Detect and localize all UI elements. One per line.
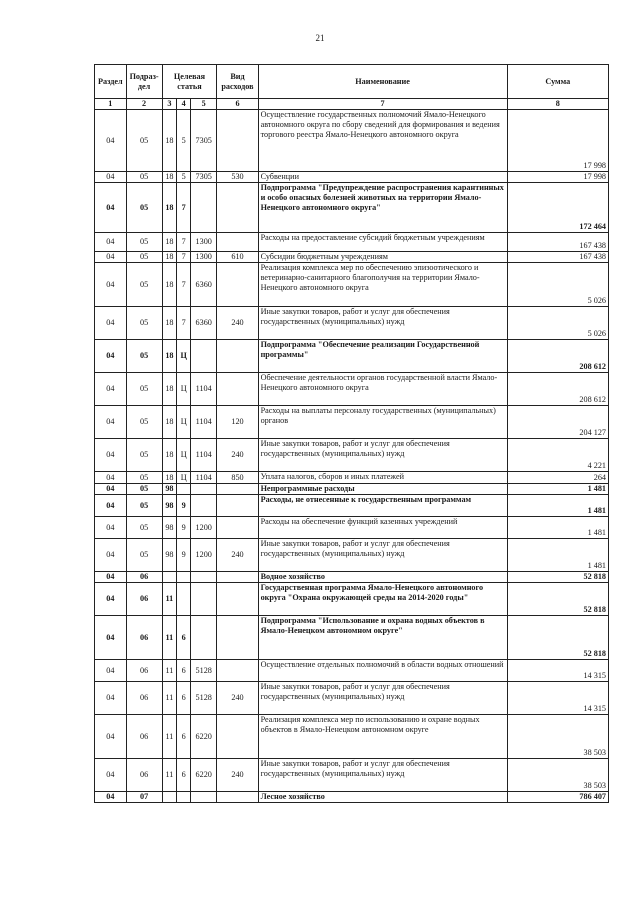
cell-target-c: [191, 572, 217, 583]
cell-target-a: 18: [162, 307, 177, 340]
cell-target-b: Ц: [177, 373, 191, 406]
cell-target-a: 18: [162, 233, 177, 252]
cell-target-b: 6: [177, 759, 191, 792]
cell-podrazdel: 05: [126, 172, 162, 183]
cell-target-c: 1300: [191, 233, 217, 252]
cell-podrazdel: 06: [126, 572, 162, 583]
cell-razdel: 04: [95, 484, 127, 495]
cell-name: Осуществление отдельных полномочий в области водных отношений: [258, 660, 507, 682]
cell-sum: 17 998: [507, 110, 608, 172]
cell-target-b: 5: [177, 110, 191, 172]
cell-name: Обеспечение деятельности органов государственной власти Ямало-Ненецкого автономного округа: [258, 373, 507, 406]
cell-sum: 17 998: [507, 172, 608, 183]
cell-name: Иные закупки товаров, работ и услуг для обеспечения государственных (муниципальных) нужд: [258, 759, 507, 792]
cell-razdel: 04: [95, 792, 127, 803]
cell-name: Иные закупки товаров, работ и услуг для обеспечения государственных (муниципальных) нужд: [258, 307, 507, 340]
cell-name: Подпрограмма "Использование и охрана водных объектов в Ямало-Ненецком автономном округе": [258, 616, 507, 660]
cell-vid: [217, 572, 258, 583]
cell-vid: 530: [217, 172, 258, 183]
column-number: 6: [217, 99, 258, 110]
table-row: [95, 572, 609, 583]
cell-target-b: [177, 484, 191, 495]
cell-razdel: 04: [95, 539, 127, 572]
cell-target-a: 18: [162, 183, 177, 233]
cell-target-c: 1300: [191, 252, 217, 263]
cell-vid: [217, 495, 258, 517]
header-tselevaya: Целевая статья: [162, 65, 217, 99]
cell-razdel: 04: [95, 572, 127, 583]
column-number: 8: [507, 99, 608, 110]
cell-podrazdel: 05: [126, 517, 162, 539]
cell-podrazdel: 06: [126, 660, 162, 682]
cell-target-a: 18: [162, 110, 177, 172]
cell-razdel: 04: [95, 307, 127, 340]
cell-name: Непрограммные расходы: [258, 484, 507, 495]
cell-vid: [217, 715, 258, 759]
cell-name: Расходы на предоставление субсидий бюджетным учреждениям: [258, 233, 507, 252]
cell-sum: 1 481: [507, 539, 608, 572]
cell-razdel: 04: [95, 406, 127, 439]
cell-razdel: 04: [95, 340, 127, 373]
table-row: [95, 583, 609, 616]
cell-target-a: 11: [162, 616, 177, 660]
cell-target-b: 7: [177, 263, 191, 307]
cell-target-c: 1104: [191, 439, 217, 472]
cell-sum: 38 503: [507, 715, 608, 759]
cell-vid: [217, 110, 258, 172]
cell-sum: 167 438: [507, 233, 608, 252]
cell-target-c: [191, 484, 217, 495]
cell-podrazdel: 05: [126, 373, 162, 406]
cell-target-a: 11: [162, 715, 177, 759]
table-row: [95, 172, 609, 183]
table-row: [95, 110, 609, 172]
table-row: [95, 233, 609, 252]
cell-podrazdel: 05: [126, 263, 162, 307]
cell-target-b: [177, 792, 191, 803]
column-number: 3: [162, 99, 177, 110]
cell-podrazdel: 05: [126, 110, 162, 172]
cell-name: Уплата налогов, сборов и иных платежей: [258, 472, 507, 484]
cell-podrazdel: 05: [126, 233, 162, 252]
cell-vid: [217, 340, 258, 373]
header-razdel: Раздел: [95, 65, 127, 99]
cell-target-b: 9: [177, 517, 191, 539]
cell-target-a: 18: [162, 252, 177, 263]
cell-name: Субсидии бюджетным учреждениям: [258, 252, 507, 263]
cell-target-a: [162, 792, 177, 803]
cell-target-c: [191, 583, 217, 616]
table-row: [95, 660, 609, 682]
cell-target-c: [191, 183, 217, 233]
cell-target-c: 6220: [191, 759, 217, 792]
cell-sum: 5 026: [507, 263, 608, 307]
cell-vid: 850: [217, 472, 258, 484]
header-naim: Наименование: [258, 65, 507, 99]
cell-target-a: 98: [162, 495, 177, 517]
table-row: [95, 263, 609, 307]
cell-vid: 240: [217, 759, 258, 792]
cell-sum: 172 464: [507, 183, 608, 233]
cell-name: Иные закупки товаров, работ и услуг для обеспечения государственных (муниципальных) нужд: [258, 539, 507, 572]
table-row: [95, 792, 609, 803]
cell-sum: 264: [507, 472, 608, 484]
cell-sum: 1 481: [507, 517, 608, 539]
cell-target-a: 18: [162, 263, 177, 307]
cell-target-b: 7: [177, 307, 191, 340]
cell-podrazdel: 05: [126, 340, 162, 373]
cell-sum: 14 315: [507, 682, 608, 715]
table-row: [95, 472, 609, 484]
cell-name: Расходы на обеспечение функций казенных учреждений: [258, 517, 507, 539]
cell-target-c: 5128: [191, 682, 217, 715]
cell-vid: [217, 616, 258, 660]
column-number-row: [95, 99, 609, 110]
cell-target-b: 6: [177, 616, 191, 660]
cell-target-b: Ц: [177, 439, 191, 472]
cell-vid: [217, 263, 258, 307]
cell-name: Иные закупки товаров, работ и услуг для обеспечения государственных (муниципальных) нужд: [258, 439, 507, 472]
cell-target-b: [177, 583, 191, 616]
cell-target-b: 5: [177, 172, 191, 183]
budget-table: [94, 64, 609, 803]
table-row: [95, 439, 609, 472]
cell-vid: 240: [217, 439, 258, 472]
cell-target-c: 7305: [191, 110, 217, 172]
cell-razdel: 04: [95, 660, 127, 682]
cell-razdel: 04: [95, 517, 127, 539]
cell-razdel: 04: [95, 373, 127, 406]
table-row: [95, 252, 609, 263]
cell-podrazdel: 05: [126, 439, 162, 472]
cell-target-c: 6360: [191, 263, 217, 307]
cell-vid: 240: [217, 682, 258, 715]
table-row: [95, 340, 609, 373]
cell-podrazdel: 06: [126, 759, 162, 792]
cell-target-b: 7: [177, 183, 191, 233]
header-podrazdel: Подраз-дел: [126, 65, 162, 99]
cell-vid: 610: [217, 252, 258, 263]
cell-razdel: 04: [95, 233, 127, 252]
cell-sum: 167 438: [507, 252, 608, 263]
cell-target-a: 18: [162, 373, 177, 406]
table-body: [95, 110, 609, 803]
cell-name: Подпрограмма "Предупреждение распространения карантинных и особо опасных болезней животных на территории Ямало-Ненецкого автономного округа": [258, 183, 507, 233]
cell-sum: 4 221: [507, 439, 608, 472]
cell-razdel: 04: [95, 172, 127, 183]
cell-target-b: 6: [177, 682, 191, 715]
cell-vid: [217, 233, 258, 252]
column-number: 4: [177, 99, 191, 110]
cell-sum: 1 481: [507, 484, 608, 495]
cell-target-b: 7: [177, 233, 191, 252]
cell-vid: [217, 517, 258, 539]
cell-sum: 14 315: [507, 660, 608, 682]
cell-vid: 240: [217, 307, 258, 340]
table-row: [95, 616, 609, 660]
cell-razdel: 04: [95, 682, 127, 715]
table-row: [95, 484, 609, 495]
cell-target-a: 18: [162, 340, 177, 373]
cell-name: Водное хозяйство: [258, 572, 507, 583]
cell-podrazdel: 05: [126, 495, 162, 517]
column-number: 2: [126, 99, 162, 110]
cell-razdel: 04: [95, 715, 127, 759]
cell-vid: 120: [217, 406, 258, 439]
cell-razdel: 04: [95, 263, 127, 307]
cell-target-a: 18: [162, 172, 177, 183]
table-row: [95, 495, 609, 517]
cell-name: Осуществление государственных полномочий Ямало-Ненецкого автономного округа по сбору сведений для формирования и ведения торгового реестра Ямало-Ненецкого автономного округа: [258, 110, 507, 172]
cell-target-c: 6220: [191, 715, 217, 759]
cell-podrazdel: 05: [126, 472, 162, 484]
column-number: 1: [95, 99, 127, 110]
column-number: 5: [191, 99, 217, 110]
table-row: [95, 517, 609, 539]
cell-razdel: 04: [95, 616, 127, 660]
table-row: [95, 406, 609, 439]
cell-vid: [217, 660, 258, 682]
cell-razdel: 04: [95, 252, 127, 263]
cell-target-c: 5128: [191, 660, 217, 682]
page-number: 21: [315, 33, 325, 43]
cell-razdel: 04: [95, 183, 127, 233]
cell-razdel: 04: [95, 759, 127, 792]
cell-name: Расходы, не отнесенные к государственным программам: [258, 495, 507, 517]
cell-vid: [217, 792, 258, 803]
cell-podrazdel: 05: [126, 252, 162, 263]
cell-target-a: 98: [162, 539, 177, 572]
cell-sum: 5 026: [507, 307, 608, 340]
cell-sum: 786 407: [507, 792, 608, 803]
cell-podrazdel: 05: [126, 183, 162, 233]
header-vid: Вид расходов: [217, 65, 258, 99]
cell-sum: 208 612: [507, 373, 608, 406]
cell-sum: 52 818: [507, 583, 608, 616]
cell-podrazdel: 06: [126, 583, 162, 616]
cell-podrazdel: 05: [126, 406, 162, 439]
cell-razdel: 04: [95, 583, 127, 616]
cell-vid: [217, 373, 258, 406]
cell-vid: 240: [217, 539, 258, 572]
cell-vid: [217, 583, 258, 616]
cell-vid: [217, 484, 258, 495]
cell-podrazdel: 06: [126, 616, 162, 660]
cell-name: Государственная программа Ямало-Ненецкого автономного округа "Охрана окружающей среды на 2014-2020 годы": [258, 583, 507, 616]
table-row: [95, 307, 609, 340]
cell-target-a: 98: [162, 484, 177, 495]
cell-target-c: [191, 495, 217, 517]
cell-name: Подпрограмма "Обеспечение реализации Государственной программы": [258, 340, 507, 373]
cell-podrazdel: 05: [126, 307, 162, 340]
cell-sum: 38 503: [507, 759, 608, 792]
cell-target-c: [191, 792, 217, 803]
cell-target-c: 1200: [191, 539, 217, 572]
cell-podrazdel: 05: [126, 484, 162, 495]
cell-target-a: 11: [162, 583, 177, 616]
cell-target-c: 1104: [191, 472, 217, 484]
cell-target-b: Ц: [177, 472, 191, 484]
cell-target-a: 11: [162, 660, 177, 682]
cell-target-b: [177, 572, 191, 583]
cell-target-c: 6360: [191, 307, 217, 340]
cell-name: Реализация комплекса мер по обеспечению эпизоотического и ветеринарно-санитарного благополучия на территории Ямало-Ненецкого автономного округа: [258, 263, 507, 307]
column-number: 7: [258, 99, 507, 110]
cell-target-a: 18: [162, 472, 177, 484]
cell-target-c: 1104: [191, 406, 217, 439]
cell-target-c: [191, 340, 217, 373]
table-row: [95, 759, 609, 792]
cell-target-b: 9: [177, 495, 191, 517]
cell-target-b: 6: [177, 660, 191, 682]
cell-target-c: 7305: [191, 172, 217, 183]
cell-sum: 52 818: [507, 616, 608, 660]
cell-target-a: 98: [162, 517, 177, 539]
cell-target-c: 1200: [191, 517, 217, 539]
cell-sum: 204 127: [507, 406, 608, 439]
cell-razdel: 04: [95, 439, 127, 472]
cell-sum: 1 481: [507, 495, 608, 517]
table-row: [95, 682, 609, 715]
cell-target-a: 18: [162, 439, 177, 472]
cell-target-a: 11: [162, 759, 177, 792]
cell-name: Расходы на выплаты персоналу государственных (муниципальных) органов: [258, 406, 507, 439]
cell-sum: 208 612: [507, 340, 608, 373]
cell-name: Иные закупки товаров, работ и услуг для обеспечения государственных (муниципальных) нужд: [258, 682, 507, 715]
table-row: [95, 183, 609, 233]
cell-target-c: [191, 616, 217, 660]
cell-razdel: 04: [95, 472, 127, 484]
cell-sum: 52 818: [507, 572, 608, 583]
cell-razdel: 04: [95, 110, 127, 172]
cell-target-b: Ц: [177, 340, 191, 373]
cell-target-b: 9: [177, 539, 191, 572]
header-summa: Сумма: [507, 65, 608, 99]
cell-podrazdel: 07: [126, 792, 162, 803]
cell-name: Реализация комплекса мер по использованию и охране водных объектов в Ямало-Ненецком автономном округе: [258, 715, 507, 759]
cell-target-b: 7: [177, 252, 191, 263]
cell-target-a: 11: [162, 682, 177, 715]
cell-vid: [217, 183, 258, 233]
cell-target-a: 18: [162, 406, 177, 439]
cell-target-b: Ц: [177, 406, 191, 439]
cell-podrazdel: 05: [126, 539, 162, 572]
cell-target-a: [162, 572, 177, 583]
table-row: [95, 539, 609, 572]
cell-name: Лесное хозяйство: [258, 792, 507, 803]
table-row: [95, 373, 609, 406]
cell-target-b: 6: [177, 715, 191, 759]
cell-podrazdel: 06: [126, 682, 162, 715]
cell-target-c: 1104: [191, 373, 217, 406]
cell-podrazdel: 06: [126, 715, 162, 759]
cell-name: Субвенции: [258, 172, 507, 183]
cell-razdel: 04: [95, 495, 127, 517]
table-row: [95, 715, 609, 759]
